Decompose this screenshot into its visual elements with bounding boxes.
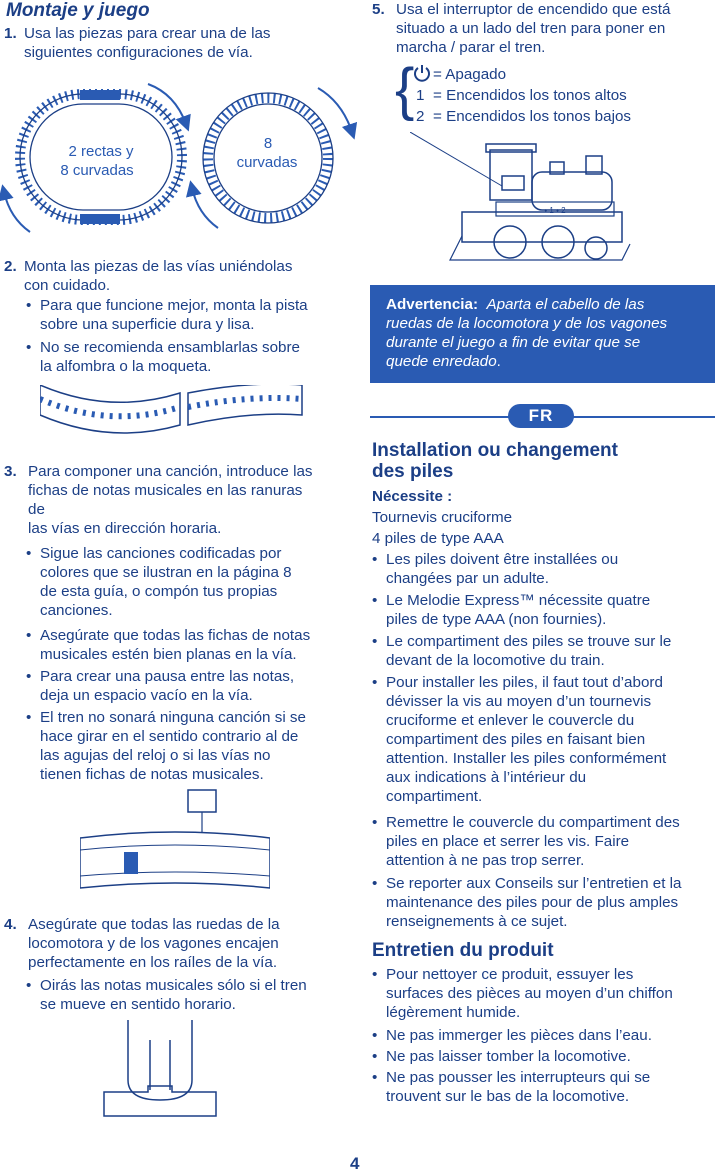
clockwise-arrow-icon: [4, 192, 30, 232]
step-3-bullet-4: • El tren no sonará ninguna canción si se hace girar en el sentido contrario al de las agujas del reloj o si las vías no tienen fichas de notas musicales.: [40, 708, 306, 784]
page-number: 4: [350, 1154, 360, 1173]
switch-option-2: = Encendidos los tonos bajos: [433, 108, 631, 125]
clockwise-arrow-icon: [318, 88, 352, 132]
wheel-on-rail-illustration: [100, 1020, 220, 1120]
divider-left: [370, 416, 510, 418]
step-2-line2: con cuidado.: [24, 277, 111, 294]
power-icon: [413, 64, 431, 82]
step-1-number: 1.: [4, 25, 17, 42]
step-4-text: Asegúrate que todas las ruedas de la locomotora y de los vagones encajen perfectamente en los raíles de la vía.: [28, 916, 280, 971]
step-3-text: Para componer una canción, introduce las fichas de notas musicales en las ranuras de las vías en dirección horaria.: [28, 463, 313, 537]
install-bullet-3: • Le compartiment des piles se trouve sur le devant de la locomotive du train.: [386, 632, 671, 670]
step-2-line1: Monta las piezas de las vías uniéndolas: [24, 258, 293, 275]
care-title: Entretien du produit: [372, 940, 554, 961]
step-2-bullet-2: • No se recomienda ensamblarlas sobre la alfombra o la moqueta.: [40, 338, 300, 376]
install-bullet-1: • Les piles doivent être installées ou changées par un adulte.: [386, 550, 618, 588]
step-4-number: 4.: [4, 916, 17, 933]
warning-label: Advertencia:: [386, 296, 479, 313]
track-joining-illustration: [40, 385, 305, 445]
warning-line1: Aparta el cabello de las: [486, 296, 645, 313]
switch-option-1: = Encendidos los tonos altos: [433, 87, 627, 104]
step-4-bullet-1: • Oirás las notas musicales sólo si el tren se mueve en sentido horario.: [40, 976, 307, 1014]
section-title-montaje: Montaje y juego: [6, 0, 150, 21]
step-3-number: 3.: [4, 463, 17, 480]
install-bullet-5: • Remettre le couvercle du compartiment des piles en place et serrer les vis. Faire attention à ne pas trop serrer.: [386, 813, 680, 870]
need-screwdriver: Tournevis cruciforme: [372, 509, 513, 526]
install-bullet-2: • Le Melodie Express™ nécessite quatre piles de type AAA (non fournies).: [386, 591, 650, 629]
switch-option-1-key: 1: [416, 87, 425, 104]
care-bullet-3: • Ne pas laisser tomber la locomotive.: [386, 1047, 631, 1066]
warning-line4: quede enredado: [386, 353, 497, 370]
step-2-number: 2.: [4, 258, 17, 275]
track-a-label-2: 8 curvadas: [60, 162, 134, 179]
step-5-number: 5.: [372, 1, 385, 18]
switch-positions-label: • 1 • 2: [544, 206, 566, 215]
language-badge: FR: [508, 404, 574, 428]
track-b-label-2: curvadas: [236, 154, 298, 171]
step-3-bullet-1: • Sigue las canciones codificadas por colores que se ilustran en la página 8 de esta guía, o compón tus propias canciones.: [40, 544, 292, 620]
locomotive-illustration: [410, 132, 640, 267]
track-b-label-1: 8: [263, 135, 273, 152]
track-configurations-illustration: [0, 80, 360, 240]
care-bullet-2: • Ne pas immerger les pièces dans l’eau.: [386, 1026, 652, 1045]
warning-line2: ruedas de la locomotora y de los vagones: [386, 315, 668, 332]
install-bullet-4: • Pour installer les piles, il faut tout d’abord dévisser la vis au moyen d’un tournevis cruciforme et enlever le couvercle du compartiment des piles en faisant bien attention. Installer les piles conformément aux indications à l’intérieur du compartiment.: [386, 673, 666, 806]
step-2-bullet-1: • Para que funcione mejor, monta la pista sobre una superficie dura y lisa.: [40, 296, 308, 334]
need-batteries: 4 piles de type AAA: [372, 530, 504, 547]
step-3-bullet-2: • Asegúrate que todas las fichas de notas musicales estén bien planas en la vía.: [40, 626, 310, 664]
install-title: Installation ou changement des piles: [372, 440, 618, 482]
step-1-line2: siguientes configuraciones de vía.: [24, 44, 253, 61]
divider-right: [572, 416, 715, 418]
warning-line3: durante el juego a fin de evitar que se: [386, 334, 641, 351]
music-tile-track-illustration: [80, 788, 270, 896]
step-5-text: Usa el interruptor de encendido que está situado a un lado del tren para poner en marcha / parar el tren.: [396, 1, 671, 56]
step-3-bullet-3: • Para crear una pausa entre las notas, deja un espacio vacío en la vía.: [40, 667, 294, 705]
switch-option-2-key: 2: [416, 108, 425, 125]
install-bullet-6: • Se reporter aux Conseils sur l’entretien et la maintenance des piles pour de plus amples renseignements à ce sujet.: [386, 874, 681, 931]
music-note-tile-icon: [188, 790, 216, 812]
track-a-label-1: 2 rectas y: [68, 143, 134, 160]
switch-option-off: = Apagado: [433, 66, 507, 83]
warning-box: Advertencia: Aparta el cabello de las ruedas de la locomotora y de los vagones durante el juego a fin de evitar que se quede enredado.: [370, 285, 715, 383]
care-bullet-4: • Ne pas pousser les interrupteurs qui se trouvent sur le bas de la locomotive.: [386, 1068, 650, 1106]
curly-brace-icon: {: [395, 57, 415, 122]
step-1-line1: Usa las piezas para crear una de las: [24, 25, 271, 42]
needs-label: Nécessite :: [372, 488, 453, 505]
care-bullet-1: • Pour nettoyer ce produit, essuyer les surfaces des pièces au moyen d’un chiffon légèrement humide.: [386, 965, 673, 1022]
